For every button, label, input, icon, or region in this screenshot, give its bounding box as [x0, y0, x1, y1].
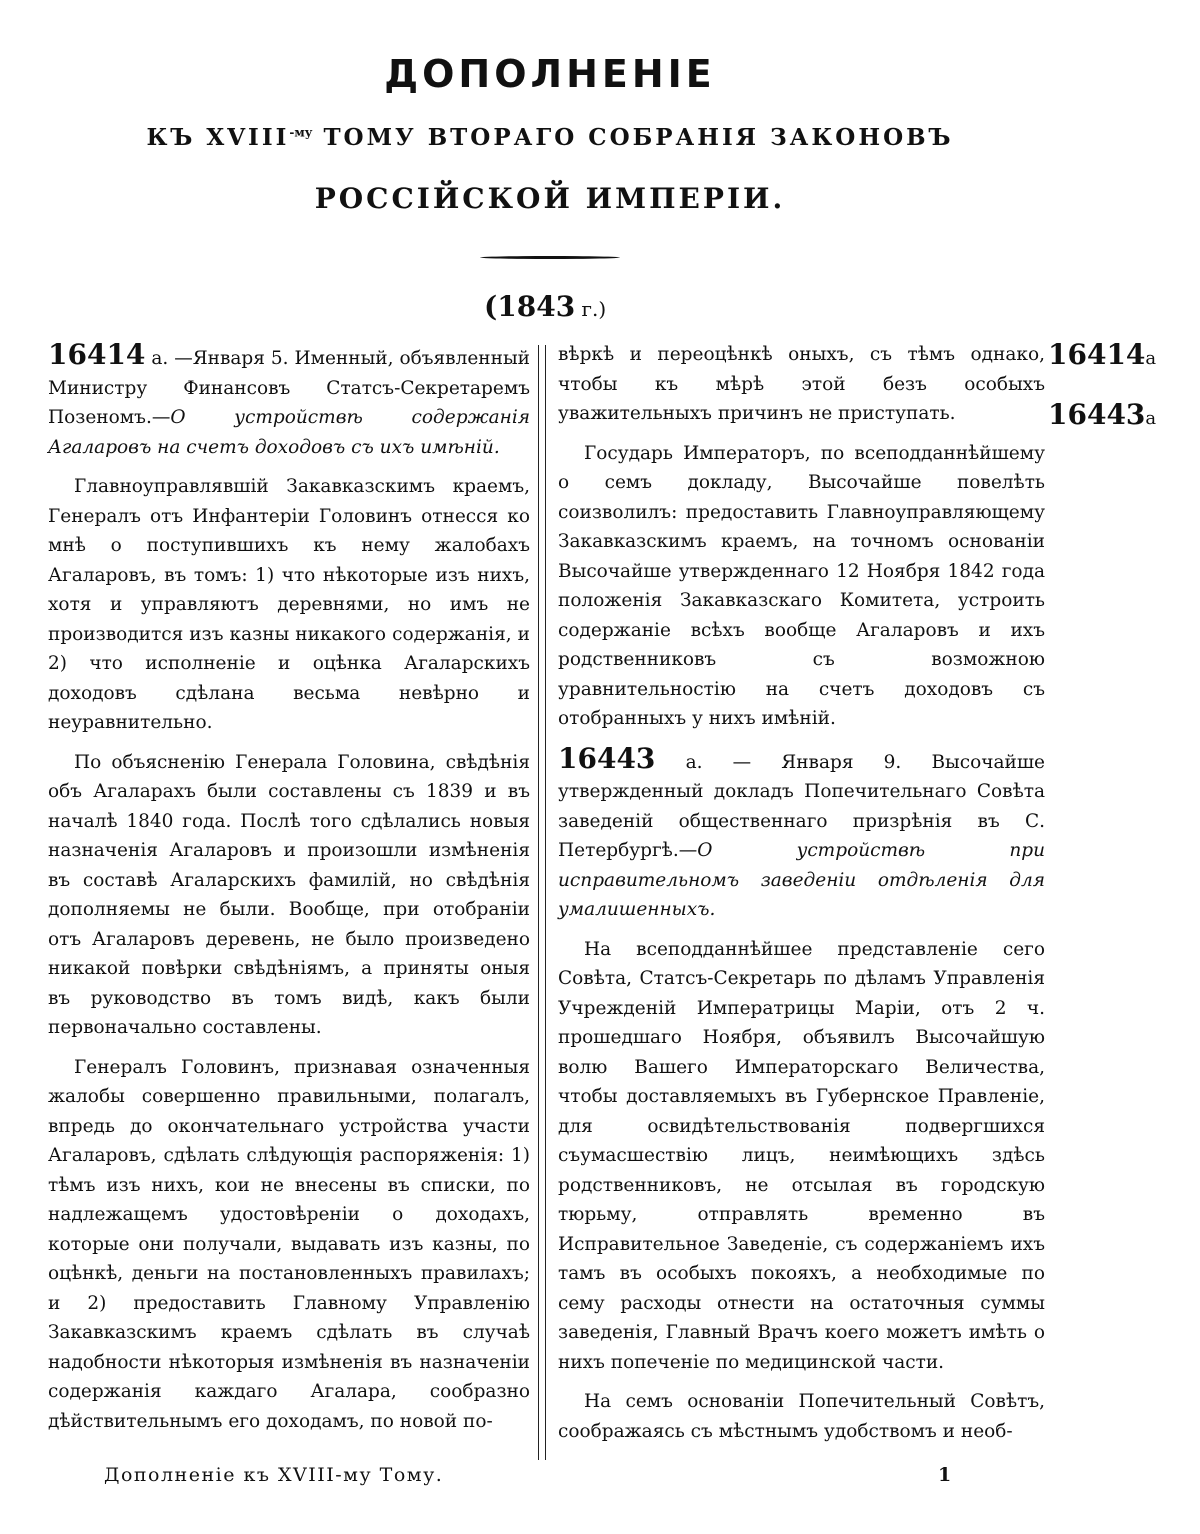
subtitle-sup: -му	[289, 125, 313, 140]
entry-title: О устройствѣ при исправительномъ заведеніи отдѣленія для умалишенныхъ.	[558, 840, 1045, 920]
page-number: 1	[938, 1464, 952, 1486]
subtitle-pre: КЪ XVIII	[146, 124, 290, 151]
paragraph: На семъ основаніи Попечительный Совѣтъ, соображаясь съ мѣстнымъ удобствомъ и необ-	[558, 1391, 1045, 1442]
year-heading	[484, 290, 606, 323]
margin-number-suffix: а	[1145, 408, 1157, 429]
margin-number-2	[1048, 398, 1156, 431]
year-value: 1843	[497, 290, 576, 323]
margin-number-value: 16414	[1048, 338, 1146, 371]
year-open: (	[484, 290, 498, 323]
title-rule	[480, 256, 620, 259]
paragraph: Главноуправлявшій Закавказскимъ краемъ, Генералъ отъ Инфантеріи Головинъ отнесся ко мнѣ о поступившихъ къ нему жалобахъ Агаларовъ, въ томъ: 1) что нѣкоторые изъ нихъ, хотя и управляютъ деревнями, но имъ не производится изъ казны никакого содержанія, и 2) что исполненіе и оцѣнка Агаларскихъ доходовъ сдѣлана весьма невѣрно и неуравнительно.	[48, 476, 530, 733]
page-subtitle-2: РОССІЙСКОЙ ИМПЕРІИ.	[314, 182, 786, 215]
page-title: ДОПОЛНЕНІЕ	[384, 52, 716, 96]
margin-number-value: 16443	[1048, 398, 1146, 431]
entry-head: а. —Января 5. Именный, объявленный Министру Финансовъ Статсъ-Секретаремъ Позеномъ.—	[48, 348, 530, 428]
entry-title: О устройствѣ содержанія Агаларовъ на счетъ доходовъ съ ихъ имѣній.	[48, 407, 530, 458]
paragraph: На всеподданнѣйшее представленіе сего Совѣта, Статсъ-Секретарь по дѣламъ Управленія Учрежденій Императрицы Маріи, отъ 2 ч. прошедшаго Ноября, объявилъ Высочайшую волю Вашего Императорскаго Величества, чтобы доставляемыхъ въ Губернское Правленіе, для освидѣтельствованія подвергшихся съумасшествію лицъ, неимѣющихъ здѣсь родственниковъ, не отсылая въ городскую тюрьму, отправлять временно въ Исправительное Заведеніе, съ содержаніемъ ихъ тамъ въ особыхъ покояхъ, а необходимые по сему расходы отнести на остаточныя суммы заведенія, Главный Врачъ коего можетъ имѣть о нихъ попеченіе по медицинской части.	[558, 938, 1045, 1373]
entry-number: 16443	[558, 741, 656, 775]
paragraph: Государь Императоръ, по всеподданнѣйшему о семъ докладу, Высочайше повелѣть соизволилъ: предоставить Главноуправляющему Закавказскимъ краемъ, на точномъ основаніи Высочайше утвержденнаго 12 Ноября 1842 года положенія Закавказскаго Комитета, устроить содержаніе всѣхъ вообще Агаларовъ и ихъ родственниковъ съ возможною уравнительностію на счетъ доходовъ съ отобранныхъ у нихъ имѣній.	[558, 442, 1045, 729]
page-subtitle	[0, 124, 1100, 151]
entry-head: а. — Января 9. Высочайше утвержденный докладъ Попечительнаго Совѣта заведеній общественнаго призрѣнія въ С. Петербургѣ.—	[558, 751, 1045, 861]
entry-16443	[558, 741, 1045, 925]
subtitle-post: ТОМУ ВТОРАГО СОБРАНІЯ ЗАКОНОВЪ	[312, 124, 954, 151]
year-suffix: г.)	[575, 297, 607, 321]
column-right	[558, 340, 1045, 1456]
footer-signature: Дополненіе къ XVIII-му Тому.	[104, 1464, 444, 1486]
margin-number-1	[1048, 338, 1156, 371]
column-divider	[538, 345, 546, 1460]
column-left	[48, 340, 530, 1446]
paragraph-continuation: вѣркѣ и переоцѣнкѣ оныхъ, съ тѣмъ однако, чтобы къ мѣрѣ этой безъ особыхъ уважительныхъ причинъ не приступать.	[558, 344, 1045, 424]
paragraph: Генералъ Головинъ, признавая означенныя жалобы совершенно правильными, полагалъ, впредь до окончательнаго устройства участи Агаларовъ, сдѣлать слѣдующія распоряженія: 1) тѣмъ изъ нихъ, кои не внесены въ списки, по надлежащемъ удостовѣреніи о доходахъ, которые они получали, выдавать изъ казны, по оцѣнкѣ, деньги на постановленныхъ правилахъ; и 2) предоставить Главному Управленію Закавказскимъ краемъ сдѣлать въ случаѣ надобности нѣкоторыя измѣненія въ назначеніи содержанія каждаго Агалара, сообразно дѣйствительнымъ его доходамъ, по новой по-	[48, 1056, 530, 1432]
margin-number-suffix: а	[1145, 348, 1157, 369]
paragraph: По объясненію Генерала Головина, свѣдѣнія объ Агаларахъ были составлены съ 1839 и въ началѣ 1840 года. Послѣ того сдѣлались новыя назначенія Агаларовъ и произошли измѣненія въ составѣ Агаларскихъ фамилій, но свѣдѣнія дополняемы не были. Вообще, при отобраніи отъ Агаларовъ деревень, не было произведено никакой повѣрки свѣдѣніямъ, а приняты оныя въ руководство въ томъ видѣ, какъ были первоначально составлены.	[48, 751, 530, 1038]
entry-16414	[48, 340, 530, 462]
entry-number: 16414	[48, 338, 146, 371]
